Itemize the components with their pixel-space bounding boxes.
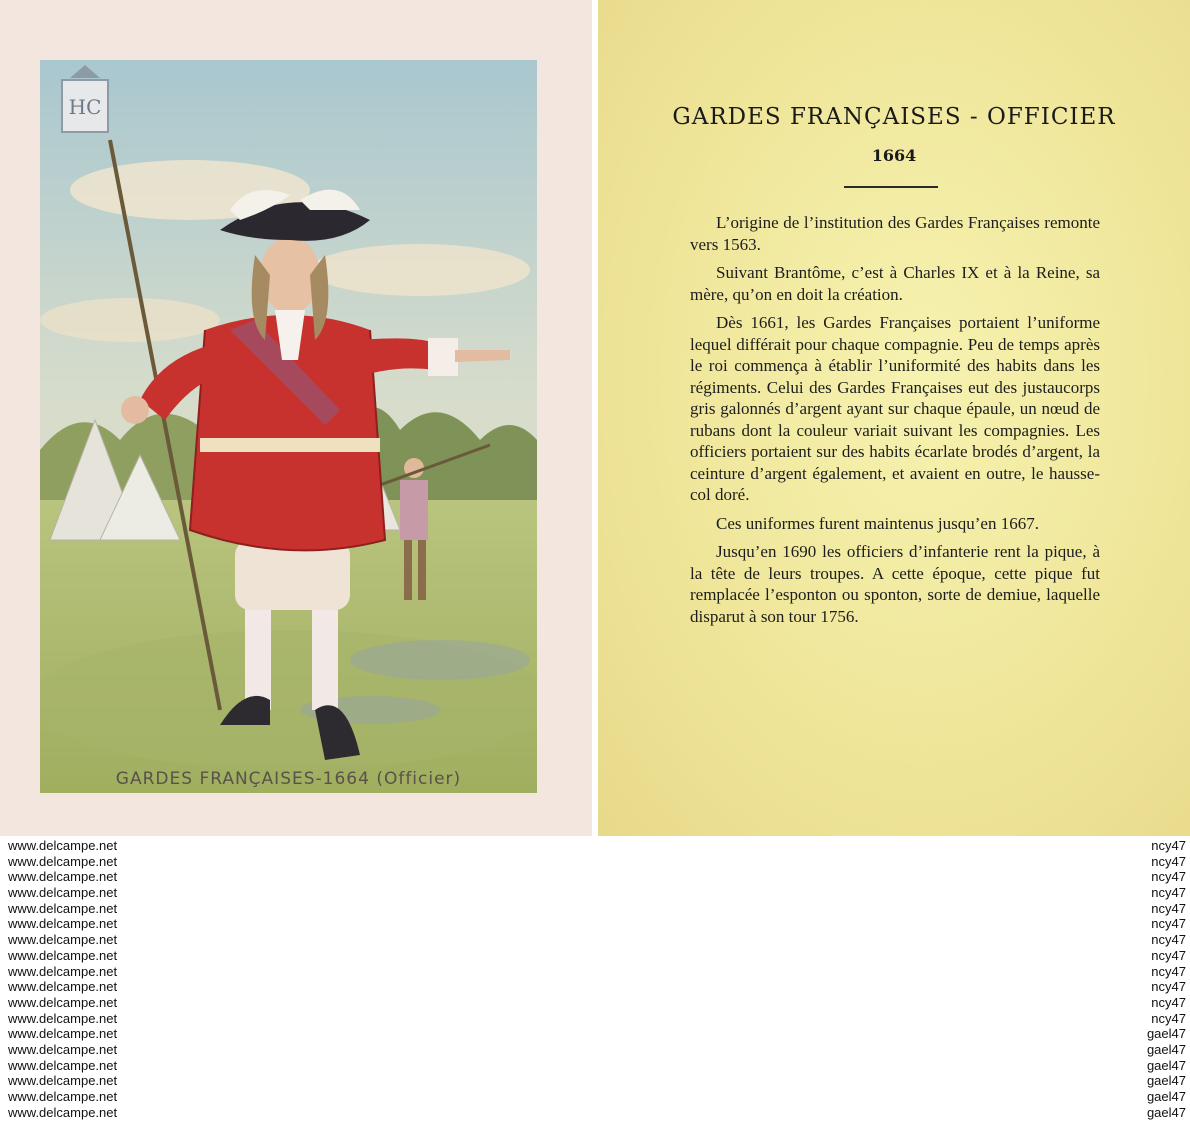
- watermark-site: www.delcampe.net: [8, 1057, 118, 1073]
- watermark-site: www.delcampe.net: [8, 916, 118, 932]
- watermark-user: ncy47: [1151, 932, 1186, 948]
- watermark-site: www.delcampe.net: [8, 900, 118, 916]
- officer-picture: [40, 60, 537, 793]
- watermark-site: www.delcampe.net: [8, 853, 118, 869]
- watermark-site: www.delcampe.net: [8, 1104, 118, 1120]
- card-back: [598, 0, 1190, 836]
- paragraph: Dès 1661, les Gardes Françaises portaient l’uniforme lequel différait pour chaque compagnie. Peu de temps après le roi commença à établir l’uniformité des habits dans les régiments. Celui des Gardes Françaises eut des justaucorps gris galonnés d’argent ayant sur chaque épaule, un nœud de rubans dont la couleur variait suivant les compagnies. Les officiers portaient sur des habits écarlate brodés d’argent, la ceinture d’argent également, et avaient en outre, le hausse-col doré.: [690, 313, 1100, 504]
- watermark-user: gael47: [1146, 1104, 1186, 1120]
- watermark-user: gael47: [1146, 1089, 1186, 1104]
- card-body-text: [690, 212, 1100, 634]
- card-title: GARDES FRANÇAISES - OFFICIER: [672, 104, 1116, 130]
- watermark-site: www.delcampe.net: [8, 979, 118, 995]
- watermark-user: ncy47: [1151, 885, 1186, 901]
- watermark-site: www.delcampe.net: [8, 869, 118, 885]
- watermark-user: gael47: [1146, 1041, 1186, 1057]
- watermark-site: www.delcampe.net: [8, 1041, 118, 1057]
- watermark-user: gael47: [1146, 1057, 1186, 1073]
- card-front: [0, 0, 592, 836]
- watermark-site: www.delcampe.net: [8, 994, 118, 1010]
- watermark-user: ncy47: [1151, 947, 1186, 963]
- watermark-user: gael47: [1146, 1026, 1186, 1042]
- watermark-site: www.delcampe.net: [8, 932, 118, 948]
- watermark-user: ncy47: [1151, 900, 1186, 916]
- watermark-user: ncy47: [1151, 853, 1186, 869]
- front-caption: GARDES FRANÇAISES-1664 (Officier): [115, 769, 462, 789]
- watermark-user: ncy47: [1151, 869, 1186, 885]
- watermark-user: ncy47: [1151, 979, 1186, 995]
- watermark-site: www.delcampe.net: [8, 838, 118, 853]
- watermark-site: www.delcampe.net: [8, 1026, 118, 1042]
- paragraph: Suivant Brantôme, c’est à Charles IX et à la Reine, sa mère, qu’on en doit la création.: [690, 263, 1100, 304]
- monogram-text: HC: [68, 95, 102, 119]
- paragraph: Ces uniformes furent maintenus jusqu’en 1667.: [716, 513, 1039, 533]
- paragraph: L’origine de l’institution des Gardes Françaises remonte vers 1563.: [690, 213, 1100, 254]
- watermark-user: ncy47: [1151, 963, 1186, 979]
- watermark-site: www.delcampe.net: [8, 1089, 118, 1104]
- watermark-user: ncy47: [1151, 1010, 1186, 1026]
- title-divider: [844, 186, 938, 188]
- watermark-right-column: [1147, 838, 1186, 1120]
- watermark-site: www.delcampe.net: [8, 963, 118, 979]
- watermark-user: gael47: [1146, 1073, 1186, 1089]
- watermark-left-column: [8, 838, 117, 1120]
- watermark-site: www.delcampe.net: [8, 947, 118, 963]
- watermark-site: www.delcampe.net: [8, 1010, 118, 1026]
- watermark-site: www.delcampe.net: [8, 885, 118, 901]
- watermark-user: ncy47: [1151, 994, 1186, 1010]
- paragraph: Jusqu’en 1690 les officiers d’infanterie rent la pique, à la tête de leurs troupes. A cette époque, cette pique fut remplacée l’esponton ou sponton, sorte de demiue, laquelle disparut à son tour 1756.: [690, 542, 1100, 626]
- watermark-site: www.delcampe.net: [8, 1073, 118, 1089]
- watermark-user: ncy47: [1151, 838, 1186, 853]
- watermark-user: ncy47: [1151, 916, 1186, 932]
- card-year: 1664: [871, 146, 917, 165]
- officer-illustration: [40, 60, 537, 793]
